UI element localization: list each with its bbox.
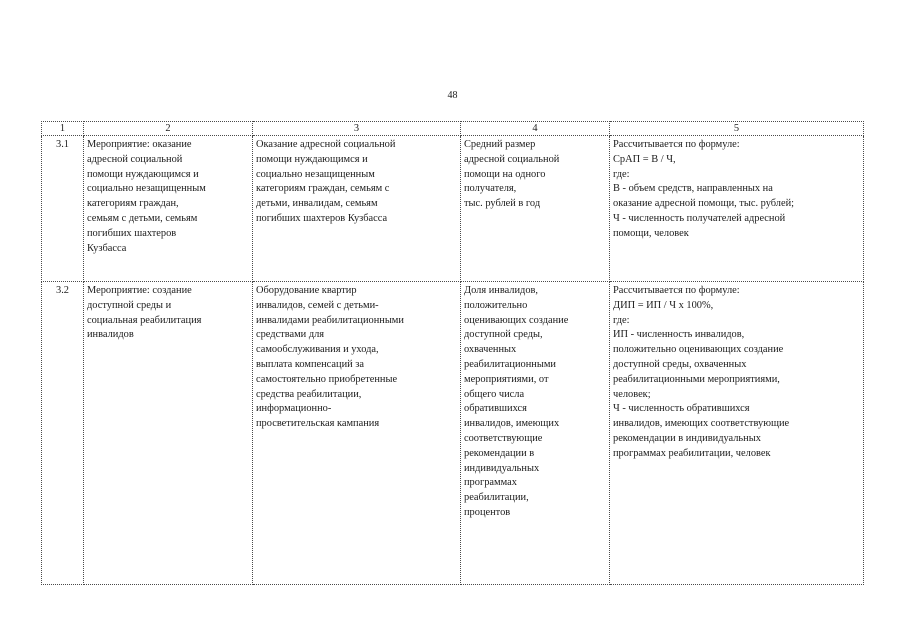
measure-content: Оборудование квартир инвалидов, семей с детьми- инвалидами реабилитационными средствами для самообслуживания и ухода, выплата компенсаций за самостоятельно приобретенные средства реабилитации, информационно- просветительская кампания <box>253 282 461 585</box>
table-header-row <box>42 122 864 136</box>
header-cell-5: 5 <box>610 122 864 136</box>
measure-content: Оказание адресной социальной помощи нуждающимся и социально незащищенным категориям граждан, семьям с детьми, инвалидам, семьям погибших шахтеров Кузбасса <box>253 136 461 282</box>
indicator-name: Средний размер адресной социальной помощи на одного получателя, тыс. рублей в год <box>461 136 610 282</box>
page-number: 48 <box>447 90 458 101</box>
header-cell-1: 1 <box>42 122 84 136</box>
indicator-name: Доля инвалидов, положительно оценивающих создание доступной среды, охваченных реабилитационными мероприятиями, от общего числа обратившихся инвалидов, имеющих соответствующие рекомендации в индивидуальных программах реабилитации, процентов <box>461 282 610 585</box>
calculation-method: Рассчитывается по формуле: СрАП = В / Ч, где: В - объем средств, направленных на оказание адресной помощи, тыс. рублей; Ч - численность получателей адресной помощи, человек <box>610 136 864 282</box>
row-number: 3.1 <box>42 136 84 282</box>
measures-table <box>41 121 864 585</box>
measure-name: Мероприятие: оказание адресной социальной помощи нуждающимся и социально незащищенным категориям граждан, семьям с детьми, семьям погибших шахтеров Кузбасса <box>84 136 253 282</box>
calculation-method: Рассчитывается по формуле: ДИП = ИП / Ч x 100%, где: ИП - численность инвалидов, положительно оценивающих создание доступной среды, охваченных реабилитационными мероприятиями, человек; Ч - численность обратившихся инвалидов, имеющих соответствующие рекомендации в индивидуальных программах реабилитации, человек <box>610 282 864 585</box>
measure-name: Мероприятие: создание доступной среды и социальная реабилитация инвалидов <box>84 282 253 585</box>
row-number: 3.2 <box>42 282 84 585</box>
header-cell-4: 4 <box>461 122 610 136</box>
header-cell-2: 2 <box>84 122 253 136</box>
table-row <box>42 136 864 282</box>
header-cell-3: 3 <box>253 122 461 136</box>
table-row <box>42 282 864 585</box>
